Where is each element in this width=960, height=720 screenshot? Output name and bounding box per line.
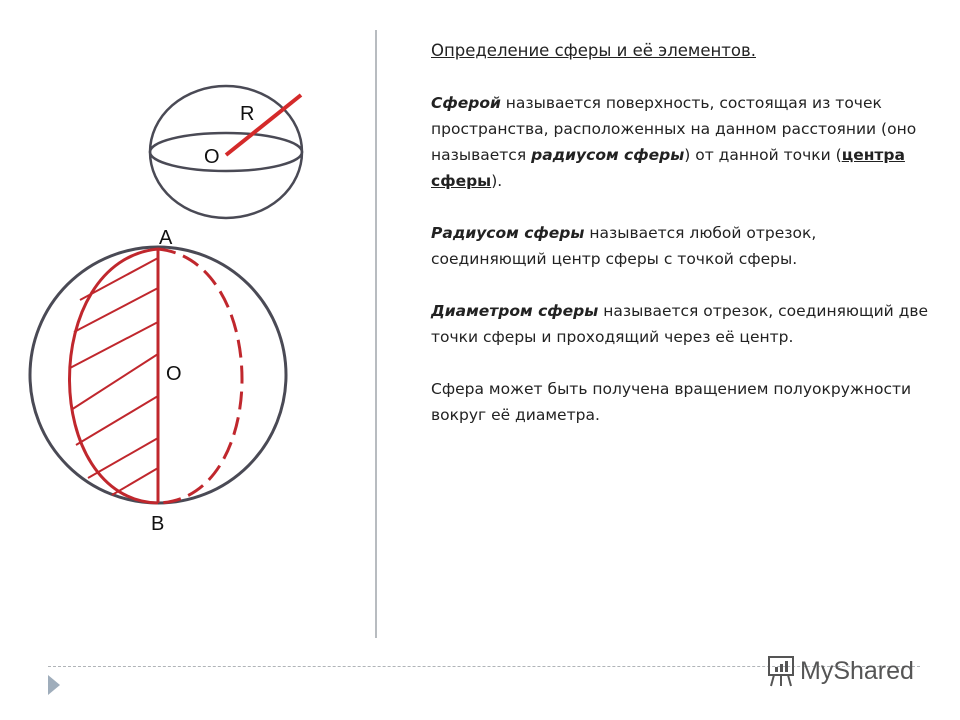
logo-text: MyShared [800,656,914,685]
term: радиусом сферы [531,146,685,164]
semicircle-front [70,249,159,503]
paragraph-diameter [431,298,931,350]
text: ). [491,172,503,190]
term: Диаметром сферы [431,302,599,320]
paragraph-radius [431,220,931,272]
center-label: O [166,363,182,385]
paragraph-sphere [431,90,931,194]
point-b-label: B [151,513,165,535]
small-sphere [150,86,302,218]
presentation-board-icon [766,654,796,688]
radius-line [226,95,301,155]
term: центра сферы [431,146,905,190]
term: Сферой [431,94,501,112]
radius-label: R [240,103,255,125]
sphere-diagram [0,0,380,560]
term: Радиусом сферы [431,224,585,242]
text: называется поверхность, состоящая из точек пространства, расположенных на данном расстоянии (оно называется [431,94,917,164]
center-label: O [204,146,220,168]
slide-title: Определение сферы и её элементов. [431,41,756,60]
text: называется отрезок, соединяющий две точки сферы и проходящий через её центр. [431,302,929,346]
hatching [70,258,158,495]
point-a-label: A [159,227,173,249]
myshared-logo [766,654,914,688]
vertical-divider [375,30,377,638]
paragraph-rotation: Сфера может быть получена вращением полуокружности вокруг её диаметра. [431,380,912,424]
definition-text [431,38,931,454]
text: ) от данной точки ( [684,146,842,164]
large-sphere [30,227,286,535]
triangle-bullet-icon [48,675,60,695]
text: называется любой отрезок, соединяющий центр сферы с точкой сферы. [431,224,817,268]
